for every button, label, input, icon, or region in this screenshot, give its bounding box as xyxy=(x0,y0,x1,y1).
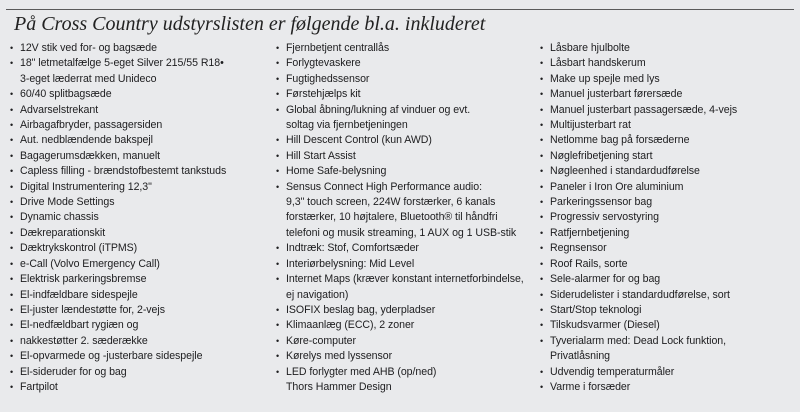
equipment-item-text: • Fartpilot xyxy=(20,380,58,393)
equipment-item-text: telefoni og musik streaming, 1 AUX og 1 USB-stik xyxy=(286,226,517,239)
equipment-item xyxy=(540,41,798,56)
equipment-item-text: • Låsbart handskerum xyxy=(550,57,646,70)
equipment-item xyxy=(276,41,534,56)
equipment-item-text: • Netlomme bag på forsæderne xyxy=(550,134,690,147)
equipment-item-text: • Progressiv servostyring xyxy=(550,211,659,224)
equipment-item xyxy=(10,303,272,318)
equipment-item-text: • El-juster lændestøtte for, 2-vejs xyxy=(20,303,165,316)
equipment-item-text: • Udvendig temperaturmåler xyxy=(550,365,675,378)
equipment-item-text: • Indtræk: Stof, Comfortsæder xyxy=(286,242,419,255)
top-rule xyxy=(6,9,794,10)
equipment-item-text: • Fjernbetjent centrallås xyxy=(286,42,390,54)
equipment-item xyxy=(10,56,272,87)
equipment-item xyxy=(276,103,534,134)
equipment-item xyxy=(276,56,534,71)
equipment-item-text: • Nøglefribetjening start xyxy=(550,149,653,162)
equipment-item-text: 3-eget læderrat med Unideco xyxy=(20,72,157,85)
equipment-item-text: • Dæktrykskontrol (iTPMS) xyxy=(20,242,138,255)
equipment-item-text: • Førstehjælps kit xyxy=(286,88,361,101)
equipment-item-text: • Make up spejle med lys xyxy=(550,72,660,85)
equipment-item-text: • Sele-alarmer for og bag xyxy=(550,273,661,286)
equipment-item-text: • Regnsensor xyxy=(550,242,607,255)
equipment-item-text: • Kørelys med lyssensor xyxy=(286,350,393,363)
equipment-item xyxy=(10,164,272,179)
equipment-item xyxy=(276,318,534,333)
equipment-item xyxy=(276,365,534,396)
equipment-item-text: • Dækreparationskit xyxy=(20,226,106,239)
equipment-item-text: • Sensus Connect High Performance audio: xyxy=(286,180,482,193)
equipment-item xyxy=(10,318,272,333)
equipment-item xyxy=(540,133,798,148)
equipment-item-text: • Manuel justerbart passagersæde, 4-vejs xyxy=(550,103,738,116)
equipment-item-text: Privatlåsning xyxy=(550,350,611,363)
equipment-item xyxy=(540,195,798,210)
equipment-item-text: • LED forlygter med AHB (op/ned) xyxy=(286,365,437,378)
equipment-item xyxy=(10,257,272,272)
equipment-item xyxy=(540,241,798,256)
equipment-item-text: • Manuel justerbart førersæde xyxy=(550,88,683,101)
equipment-item xyxy=(540,318,798,333)
equipment-item xyxy=(540,272,798,287)
equipment-item-text: • Siderudelister i standardudførelse, sort xyxy=(550,288,730,301)
equipment-item-text: • e-Call (Volvo Emergency Call) xyxy=(20,257,160,270)
equipment-item-text: • Varme i forsæder xyxy=(550,380,631,393)
equipment-item xyxy=(540,103,798,118)
equipment-column-3 xyxy=(540,41,798,395)
equipment-item-text: • Drive Mode Settings xyxy=(20,196,115,209)
equipment-item-text: • Fugtighedssensor xyxy=(286,72,370,85)
equipment-item-text: • Ratfjernbetjening xyxy=(550,226,630,239)
equipment-item xyxy=(540,365,798,380)
equipment-item xyxy=(276,87,534,102)
equipment-item-text: 9,3" touch screen, 224W forstærker, 6 kanals xyxy=(286,196,496,209)
equipment-item-text: • Hill Descent Control (kun AWD) xyxy=(286,134,432,147)
equipment-item-text: • Elektrisk parkeringsbremse xyxy=(20,273,147,286)
equipment-item xyxy=(276,241,534,256)
equipment-column-2 xyxy=(276,41,534,395)
equipment-item xyxy=(10,210,272,225)
equipment-item xyxy=(540,72,798,87)
equipment-item-text: • Advarselstrekant xyxy=(20,103,99,116)
equipment-item xyxy=(540,149,798,164)
equipment-item xyxy=(540,226,798,241)
equipment-item xyxy=(10,380,272,395)
equipment-column-1 xyxy=(10,41,272,395)
equipment-item xyxy=(540,257,798,272)
equipment-item-text: Thors Hammer Design xyxy=(286,380,392,393)
equipment-item xyxy=(10,41,272,56)
equipment-item-text: • Klimaanlæg (ECC), 2 zoner xyxy=(286,319,415,332)
equipment-item xyxy=(276,72,534,87)
equipment-item xyxy=(10,349,272,364)
equipment-item xyxy=(10,133,272,148)
equipment-item xyxy=(540,180,798,195)
equipment-item xyxy=(540,303,798,318)
equipment-item xyxy=(10,241,272,256)
equipment-item-text: • Tilskudsvarmer (Diesel) xyxy=(550,319,660,332)
equipment-item xyxy=(276,257,534,272)
equipment-item-text: • El-sideruder for og bag xyxy=(20,365,127,378)
equipment-item-text: • Dynamic chassis xyxy=(20,211,99,224)
equipment-item-text: • Aut. nedblændende bakspejl xyxy=(20,134,153,147)
equipment-item-text: • 60/40 splitbagsæde xyxy=(20,88,112,101)
equipment-item xyxy=(10,272,272,287)
equipment-item xyxy=(276,349,534,364)
equipment-item-text: ej navigation) xyxy=(286,288,349,301)
equipment-item-text: • Parkeringssensor bag xyxy=(550,196,653,209)
equipment-item-text: • Hill Start Assist xyxy=(286,149,356,162)
equipment-item xyxy=(10,180,272,195)
equipment-item xyxy=(540,380,798,395)
equipment-item xyxy=(276,272,534,303)
equipment-item xyxy=(10,87,272,102)
equipment-item-text: • nakkestøtter 2. sæderække xyxy=(20,334,148,347)
page-title: På Cross Country udstyrslisten er følgende bl.a. inkluderet xyxy=(14,13,486,35)
equipment-item-text: • 18" letmetalfælge 5-eget Silver 215/55 R18• xyxy=(20,57,224,70)
equipment-item-text: • 12V stik ved for- og bagsæde xyxy=(20,42,157,54)
equipment-item-text: soltag via fjernbetjeningen xyxy=(286,119,408,132)
equipment-item xyxy=(276,133,534,148)
equipment-item-text: • Internet Maps (kræver konstant internetforbindelse, xyxy=(286,273,524,286)
equipment-item xyxy=(10,118,272,133)
equipment-item-text: • Køre-computer xyxy=(286,334,356,347)
equipment-item xyxy=(276,180,534,242)
equipment-item-text: • Tyverialarm med: Dead Lock funktion, xyxy=(550,334,727,347)
equipment-item-text: • Airbagafbryder, passagersiden xyxy=(20,119,163,132)
equipment-item xyxy=(540,118,798,133)
equipment-item-text: • ISOFIX beslag bag, yderpladser xyxy=(286,303,436,316)
equipment-item xyxy=(10,103,272,118)
equipment-item-text: • Forlygtevaskere xyxy=(286,57,361,70)
equipment-item xyxy=(10,288,272,303)
equipment-item-text: • Paneler i Iron Ore aluminium xyxy=(550,180,684,193)
equipment-item xyxy=(540,334,798,365)
equipment-item-text: • Start/Stop teknologi xyxy=(550,303,642,316)
equipment-item xyxy=(540,87,798,102)
equipment-item-text: • Home Safe-belysning xyxy=(286,165,387,178)
equipment-item-text: • Interiørbelysning: Mid Level xyxy=(286,257,415,270)
equipment-item xyxy=(10,334,272,349)
equipment-item xyxy=(540,164,798,179)
equipment-item-text: forstærker, 10 højtalere, Bluetooth® til håndfri xyxy=(286,211,498,224)
equipment-item xyxy=(10,226,272,241)
equipment-item-text: • Låsbare hjulbolte xyxy=(550,42,630,54)
equipment-item xyxy=(540,56,798,71)
equipment-item-text: • Nøgleenhed i standardudførelse xyxy=(550,165,700,178)
equipment-item-text: • El-nedfældbart rygiæn og xyxy=(20,319,139,332)
equipment-item-text: • Roof Rails, sorte xyxy=(550,257,628,270)
equipment-item-text: • Global åbning/lukning af vinduer og evt. xyxy=(286,103,471,116)
equipment-item-text: • El-opvarmede og -justerbare sidespejle xyxy=(20,350,203,363)
equipment-item xyxy=(276,164,534,179)
equipment-item xyxy=(540,288,798,303)
equipment-item xyxy=(276,303,534,318)
equipment-item xyxy=(10,195,272,210)
equipment-item-text: • Bagagerumsdækken, manuelt xyxy=(20,149,161,162)
equipment-item-text: • Capless filling - brændstofbestemt tankstuds xyxy=(20,165,227,178)
equipment-item-text: • El-indfældbare sidespejle xyxy=(20,288,138,301)
equipment-item xyxy=(276,149,534,164)
equipment-item xyxy=(10,365,272,380)
equipment-item xyxy=(10,149,272,164)
equipment-item xyxy=(276,334,534,349)
equipment-item-text: • Digital Instrumentering 12,3" xyxy=(20,180,152,193)
equipment-item xyxy=(540,210,798,225)
equipment-item-text: • Multijusterbart rat xyxy=(550,119,631,132)
